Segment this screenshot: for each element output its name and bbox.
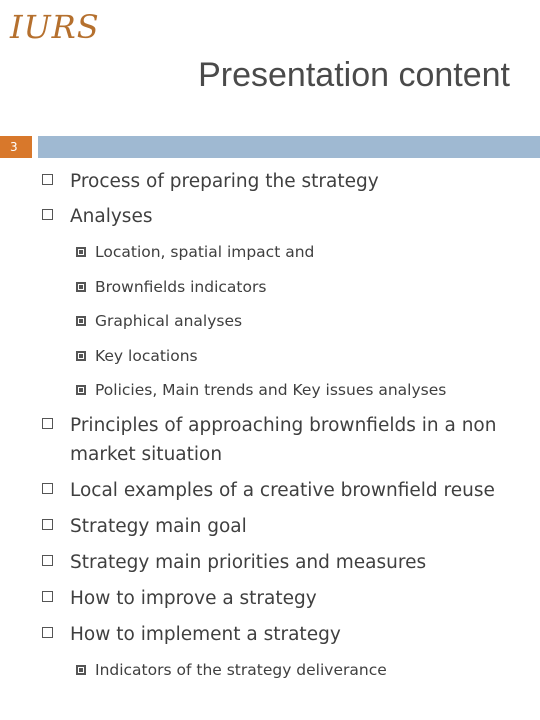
list-item-text: How to implement a strategy xyxy=(70,624,341,645)
checkbox-bullet-icon xyxy=(42,483,53,494)
list-item xyxy=(70,202,524,231)
sub-list-item-text: Key locations xyxy=(95,347,198,365)
sub-list-item xyxy=(95,310,524,332)
list-item xyxy=(70,584,524,613)
checkbox-bullet-icon xyxy=(42,209,53,220)
checkbox-bullet-icon xyxy=(42,591,53,602)
square-bullet-icon xyxy=(76,316,86,326)
list-item-text: Strategy main priorities and measures xyxy=(70,552,427,573)
list-item-text: Strategy main goal xyxy=(70,516,247,537)
list-item-text: Process of preparing the strategy xyxy=(70,171,379,192)
list-item-text: Analyses xyxy=(70,206,153,227)
sub-list-item xyxy=(95,276,524,298)
slide-number: 3 xyxy=(0,136,32,158)
sub-list-item xyxy=(95,241,524,263)
sub-list-item-text: Policies, Main trends and Key issues analyses xyxy=(95,381,447,399)
list-item-text: Principles of approaching brownfields in a non market situation xyxy=(70,415,497,465)
list-item xyxy=(70,620,524,649)
sub-list-item-text: Brownfields indicators xyxy=(95,278,267,296)
list-item xyxy=(70,476,524,505)
page-title: Presentation content xyxy=(198,56,510,94)
checkbox-bullet-icon xyxy=(42,418,53,429)
sub-list-item xyxy=(95,345,524,367)
list-item xyxy=(70,411,524,469)
square-bullet-icon xyxy=(76,665,86,675)
sub-list-item xyxy=(95,659,524,681)
list-item xyxy=(70,167,524,196)
square-bullet-icon xyxy=(76,247,86,257)
list-item xyxy=(70,512,524,541)
list-item xyxy=(70,548,524,577)
square-bullet-icon xyxy=(76,282,86,292)
square-bullet-icon xyxy=(76,351,86,361)
checkbox-bullet-icon xyxy=(42,519,53,530)
sub-list-item xyxy=(95,379,524,401)
iurs-logo: IURS xyxy=(10,8,100,46)
checkbox-bullet-icon xyxy=(42,555,53,566)
list-item-text: How to improve a strategy xyxy=(70,588,317,609)
list-item-text: Local examples of a creative brownfield reuse xyxy=(70,480,495,501)
sub-list-item-text: Location, spatial impact and xyxy=(95,243,315,261)
checkbox-bullet-icon xyxy=(42,627,53,638)
sub-list-item-text: Indicators of the strategy deliverance xyxy=(95,661,387,679)
sub-list-item-text: Graphical analyses xyxy=(95,312,243,330)
square-bullet-icon xyxy=(76,385,86,395)
checkbox-bullet-icon xyxy=(42,174,53,185)
